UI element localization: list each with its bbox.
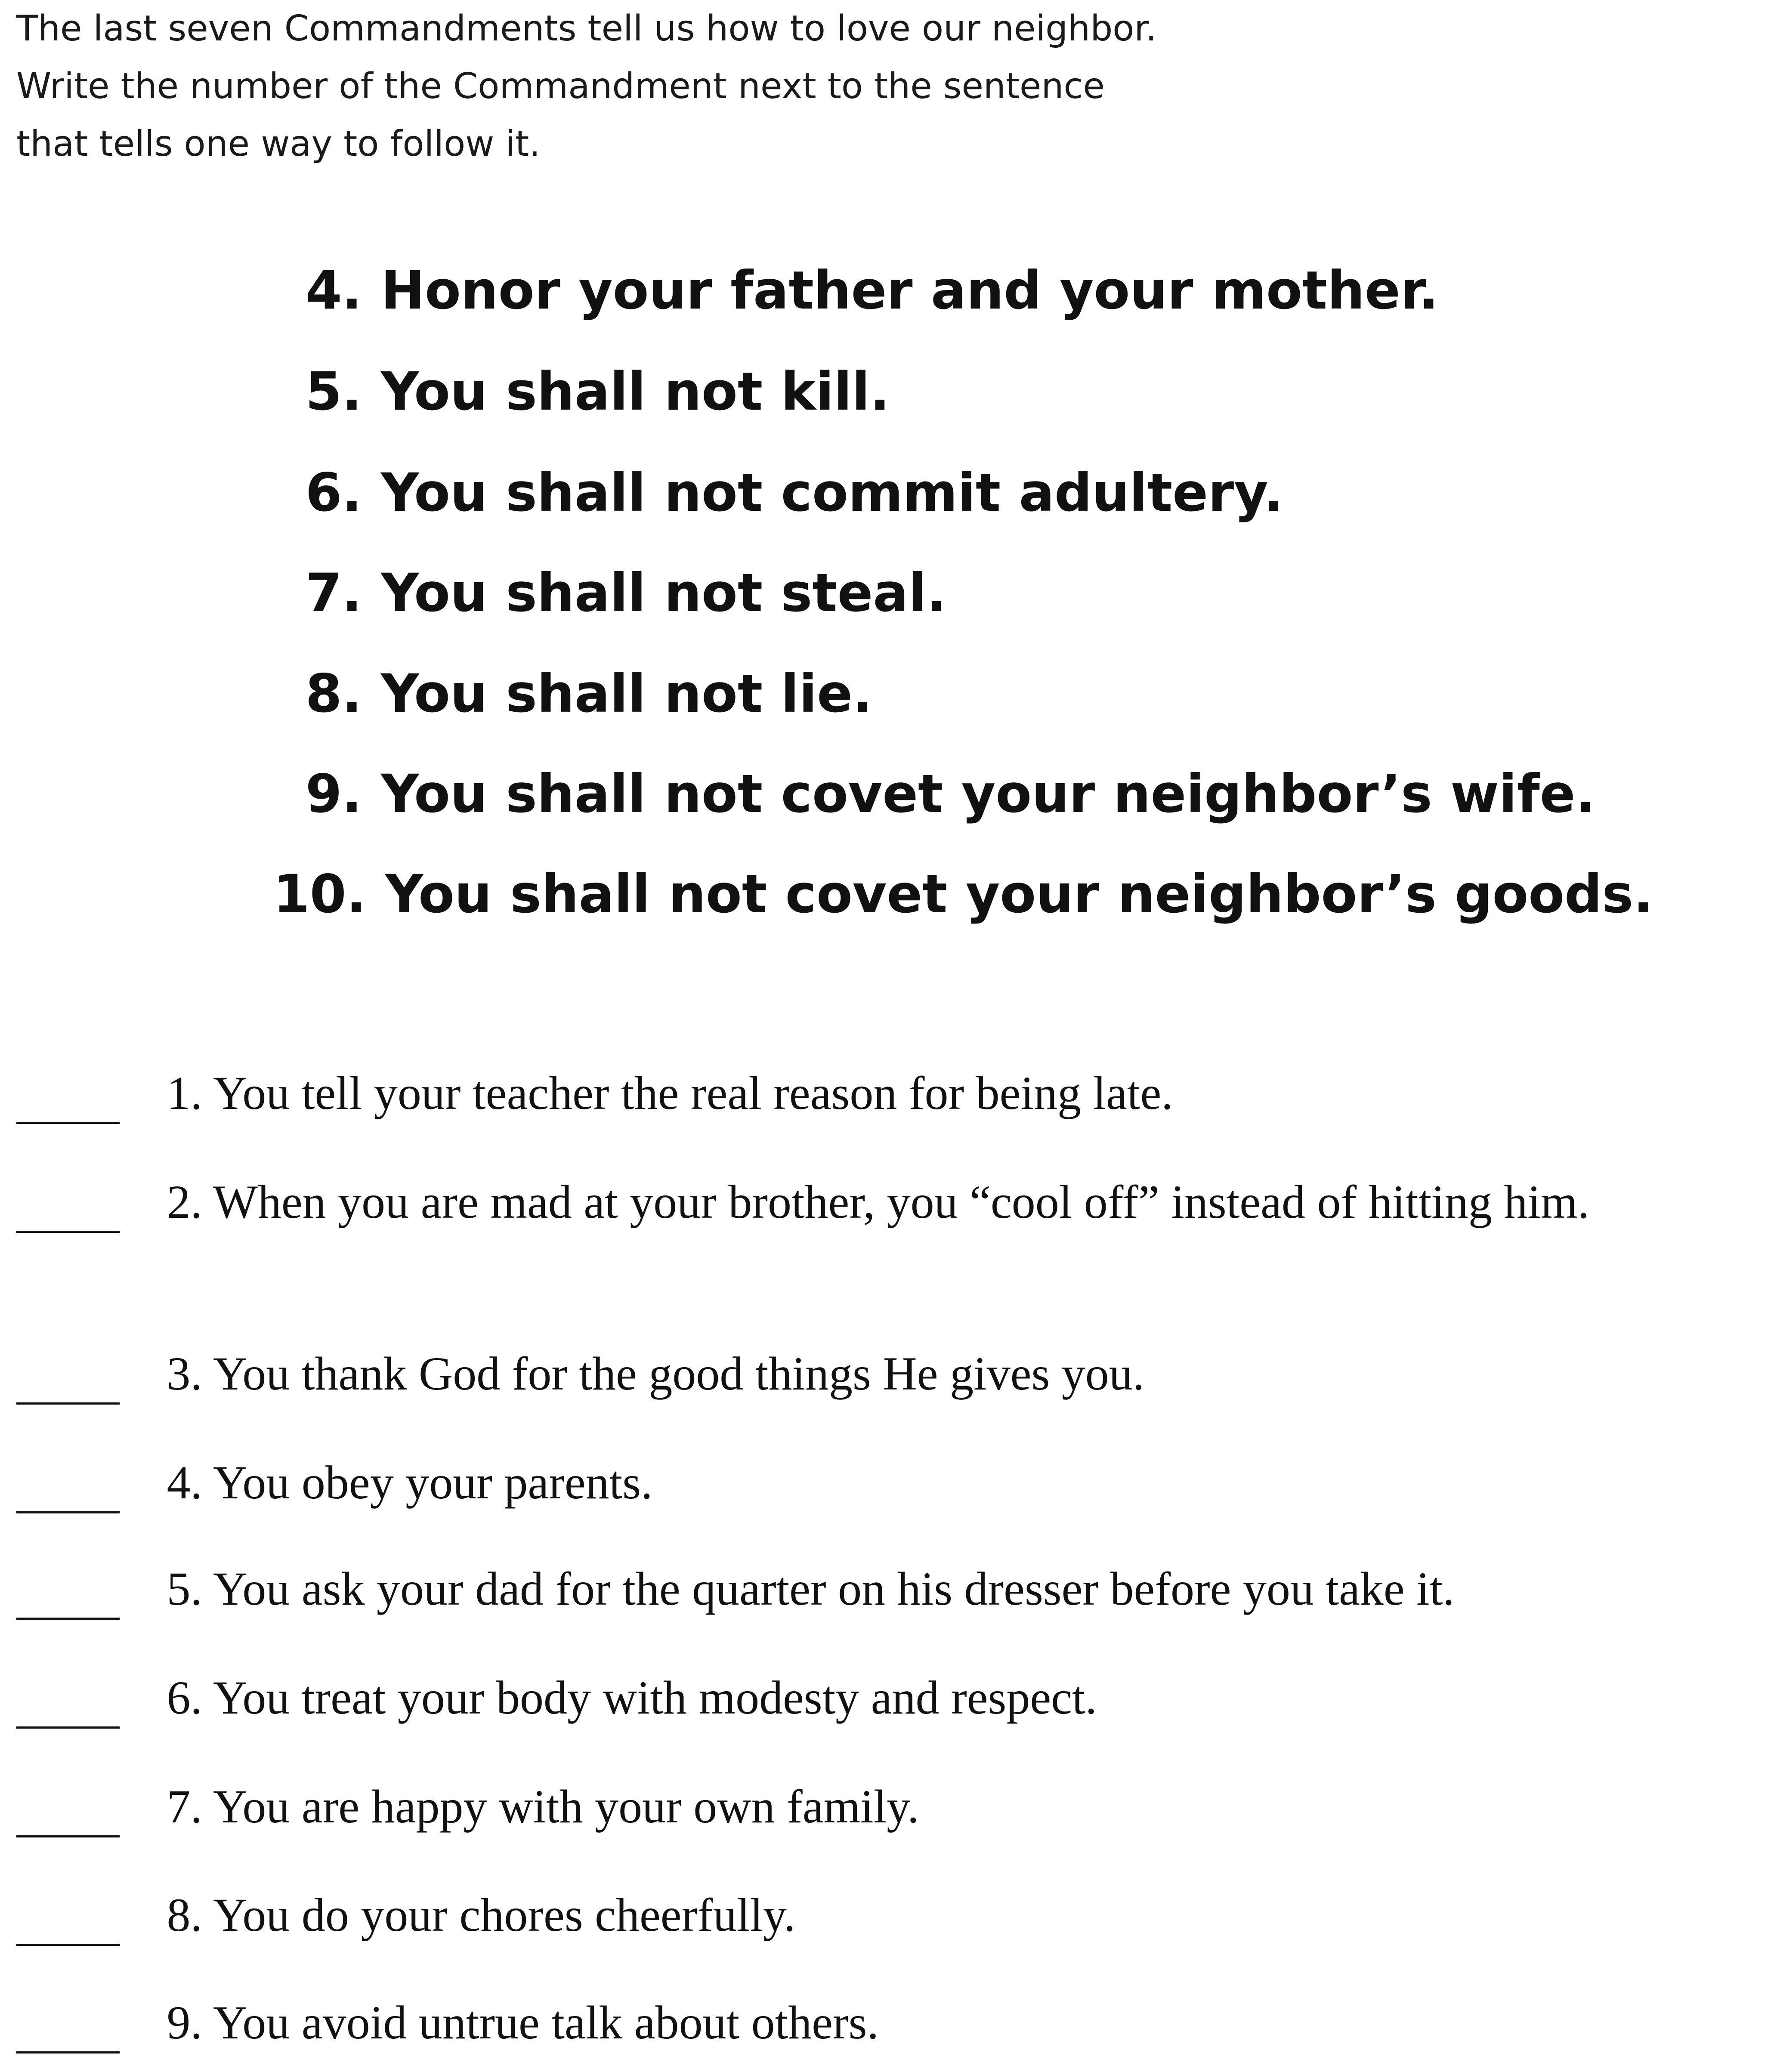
- item-text: You treat your body with modesty and respect.: [213, 1671, 1097, 1724]
- answer-blank[interactable]: [16, 1618, 120, 1620]
- commandment-number: 6.: [305, 462, 362, 523]
- item-text: You avoid untrue talk about others.: [213, 1996, 879, 2049]
- commandment: [305, 359, 890, 424]
- commandment-text: Honor your father and your mother.: [381, 260, 1439, 321]
- item-number: 9.: [167, 1996, 202, 2049]
- item-number: 1.: [167, 1067, 202, 1119]
- item-text: You ask your dad for the quarter on his dresser before you take it.: [213, 1562, 1455, 1615]
- item-text: You do your chores cheerfully.: [213, 1889, 796, 1941]
- item-number: 5.: [167, 1562, 202, 1615]
- item-text: You obey your parents.: [213, 1456, 653, 1509]
- commandment-text: You shall not covet your neighbor’s wife.: [381, 763, 1595, 824]
- commandment: [305, 460, 1283, 525]
- answer-blank[interactable]: [16, 2051, 120, 2053]
- instructions-line: The last seven Commandments tell us how to love our neighbor.: [16, 8, 1157, 49]
- answer-blank[interactable]: [16, 1726, 120, 1729]
- instructions: [16, 0, 1480, 173]
- item-number: 2.: [167, 1176, 202, 1228]
- commandment: [305, 762, 1595, 826]
- commandment-number: 8.: [305, 663, 362, 724]
- instructions-line: Write the number of the Commandment next to the sentence: [16, 66, 1105, 107]
- item-number: 3.: [167, 1347, 202, 1400]
- commandment: [273, 862, 1653, 926]
- commandment-number: 10.: [273, 864, 366, 925]
- answer-blank[interactable]: [16, 1402, 120, 1405]
- commandment-text: You shall not commit adultery.: [381, 462, 1283, 523]
- commandment-text: You shall not lie.: [381, 663, 873, 724]
- instructions-line: that tells one way to follow it.: [16, 124, 541, 164]
- answer-blank[interactable]: [16, 1511, 120, 1513]
- answer-blank[interactable]: [16, 1122, 120, 1124]
- item-number: 6.: [167, 1671, 202, 1724]
- commandment-number: 5.: [305, 361, 362, 422]
- answer-blank[interactable]: [16, 1835, 120, 1837]
- commandment-number: 7.: [305, 562, 362, 624]
- commandment: [305, 661, 873, 726]
- item-text: You are happy with your own family.: [213, 1780, 919, 1833]
- commandment: [305, 258, 1439, 323]
- item-number: 4.: [167, 1456, 202, 1509]
- item-number: 8.: [167, 1889, 202, 1941]
- item-number: 7.: [167, 1780, 202, 1833]
- answer-blank[interactable]: [16, 1231, 120, 1233]
- commandment: [305, 561, 946, 625]
- commandment-text: You shall not covet your neighbor’s goods.: [385, 864, 1653, 925]
- commandment-text: You shall not kill.: [381, 361, 890, 422]
- answer-blank[interactable]: [16, 1944, 120, 1946]
- item-text: When you are mad at your brother, you “cool off” instead of hitting him.: [213, 1176, 1589, 1228]
- item-text: You thank God for the good things He gives you.: [213, 1347, 1145, 1400]
- commandment-number: 4.: [305, 260, 362, 321]
- commandment-number: 9.: [305, 763, 362, 824]
- commandment-text: You shall not steal.: [381, 562, 946, 624]
- item-text: You tell your teacher the real reason for being late.: [213, 1067, 1173, 1119]
